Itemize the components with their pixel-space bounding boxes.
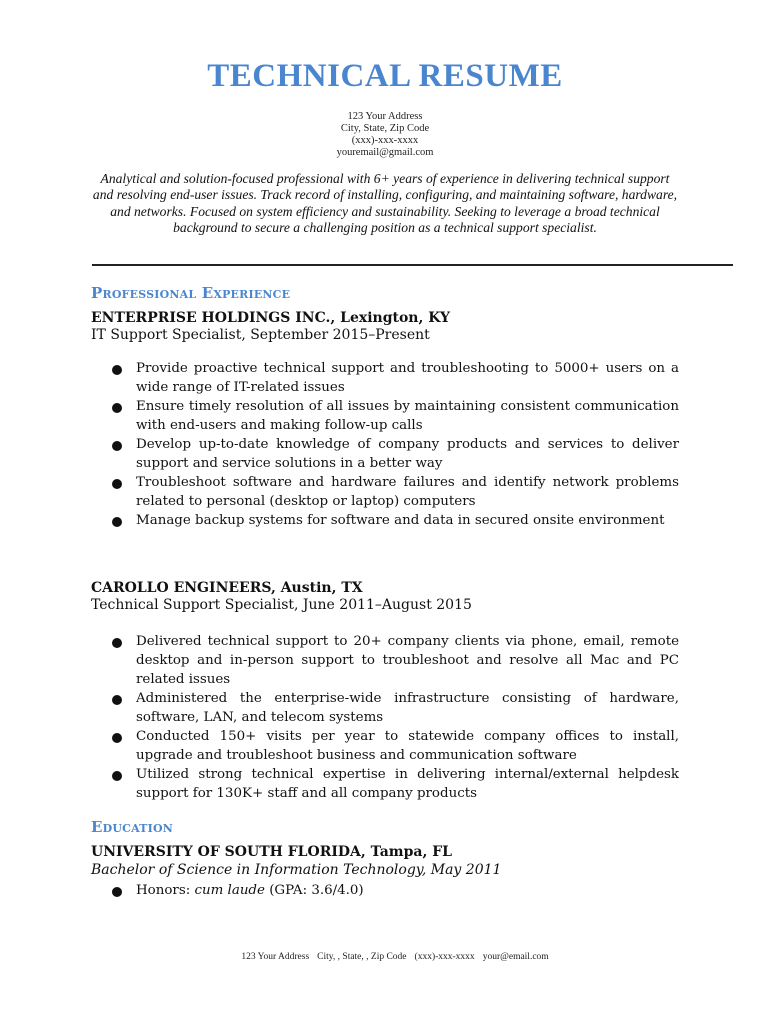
- job-role: IT Support Specialist, September 2015–Present: [91, 327, 430, 343]
- resume-title: TECHNICAL RESUME: [207, 58, 563, 94]
- list-item: [108, 689, 679, 727]
- bullet-icon: [112, 365, 122, 375]
- page-footer: [0, 952, 770, 962]
- contact-email: youremail@gmail.com: [336, 147, 434, 158]
- education-heading: Education: [91, 818, 174, 836]
- bullet-icon: [112, 771, 122, 781]
- experience-heading: Professional Experience: [91, 284, 291, 302]
- contact-phone: (xxx)-xxx-xxxx: [351, 135, 419, 146]
- honors-label: Honors:: [136, 883, 195, 898]
- honors-value: cum laude: [194, 883, 265, 898]
- bullet-icon: [112, 638, 122, 648]
- bullet-text: Ensure timely resolution of all issues by maintaining consistent communication with end-users and making follow-up calls: [136, 399, 679, 433]
- bullet-icon: [112, 517, 122, 527]
- degree: Bachelor of Science in Information Technology, May 2011: [91, 862, 502, 878]
- contact-city: City, State, Zip Code: [340, 123, 430, 134]
- list-item: [108, 511, 679, 530]
- bullet-text: Conducted 150+ visits per year to statewide company offices to install, upgrade and troubleshoot business and communication software: [136, 729, 679, 763]
- list-item: [108, 632, 679, 689]
- list-item: [108, 435, 679, 473]
- bullet-icon: [112, 695, 122, 705]
- job-bullet-list: [108, 632, 679, 803]
- bullet-icon: [112, 479, 122, 489]
- education-bullet-list: [108, 881, 679, 900]
- bullet-text: Utilized strong technical expertise in delivering internal/external helpdesk support for 130K+ staff and all company products: [136, 767, 679, 801]
- section-divider: [92, 264, 733, 266]
- list-item: [108, 727, 679, 765]
- list-item: [108, 881, 679, 900]
- contact-block: [0, 111, 770, 159]
- bullet-icon: [112, 441, 122, 451]
- list-item: [108, 397, 679, 435]
- job-company: CAROLLO ENGINEERS, Austin, TX: [91, 580, 363, 596]
- bullet-text: Troubleshoot software and hardware failures and identify network problems related to personal (desktop or laptop) computers: [136, 475, 679, 509]
- bullet-icon: [112, 887, 122, 897]
- bullet-text: Develop up-to-date knowledge of company products and services to deliver support and service solutions in a better way: [136, 437, 679, 471]
- job-bullet-list: [108, 359, 679, 530]
- footer-phone: (xxx)-xxx-xxxx: [414, 952, 475, 962]
- job-company: ENTERPRISE HOLDINGS INC., Lexington, KY: [91, 310, 451, 326]
- footer-address: 123 Your Address: [241, 952, 310, 962]
- bullet-text: Provide proactive technical support and troubleshooting to 5000+ users on a wide range of IT-related issues: [136, 361, 679, 395]
- list-item: [108, 473, 679, 511]
- honors-gpa: (GPA: 3.6/4.0): [264, 883, 364, 898]
- contact-address: 123 Your Address: [347, 111, 423, 122]
- bullet-text: Manage backup systems for software and data in secured onsite environment: [136, 513, 665, 528]
- school-name: UNIVERSITY OF SOUTH FLORIDA, Tampa, FL: [91, 844, 452, 860]
- bullet-icon: [112, 403, 122, 413]
- list-item: [108, 765, 679, 803]
- job-role: Technical Support Specialist, June 2011–August 2015: [91, 597, 472, 613]
- list-item: [108, 359, 679, 397]
- footer-city: City, , State, , Zip Code: [317, 952, 407, 962]
- bullet-text: Delivered technical support to 20+ company clients via phone, email, remote desktop and in-person support to troubleshoot and resolve all Mac and PC related issues: [136, 634, 679, 687]
- footer-email: your@email.com: [482, 952, 549, 962]
- summary-paragraph: Analytical and solution-focused professional with 6+ years of experience in delivering technical support and resolving end-user issues. Track record of installing, configuring, and maintaining software, hardware, and networks. Focused on system efficiency and sustainability. Seeking to leverage a broad technical background to secure a challenging position as a technical support specialist.: [92, 171, 678, 236]
- bullet-text: Administered the enterprise-wide infrastructure consisting of hardware, software, LAN, and telecom systems: [136, 691, 679, 725]
- bullet-icon: [112, 733, 122, 743]
